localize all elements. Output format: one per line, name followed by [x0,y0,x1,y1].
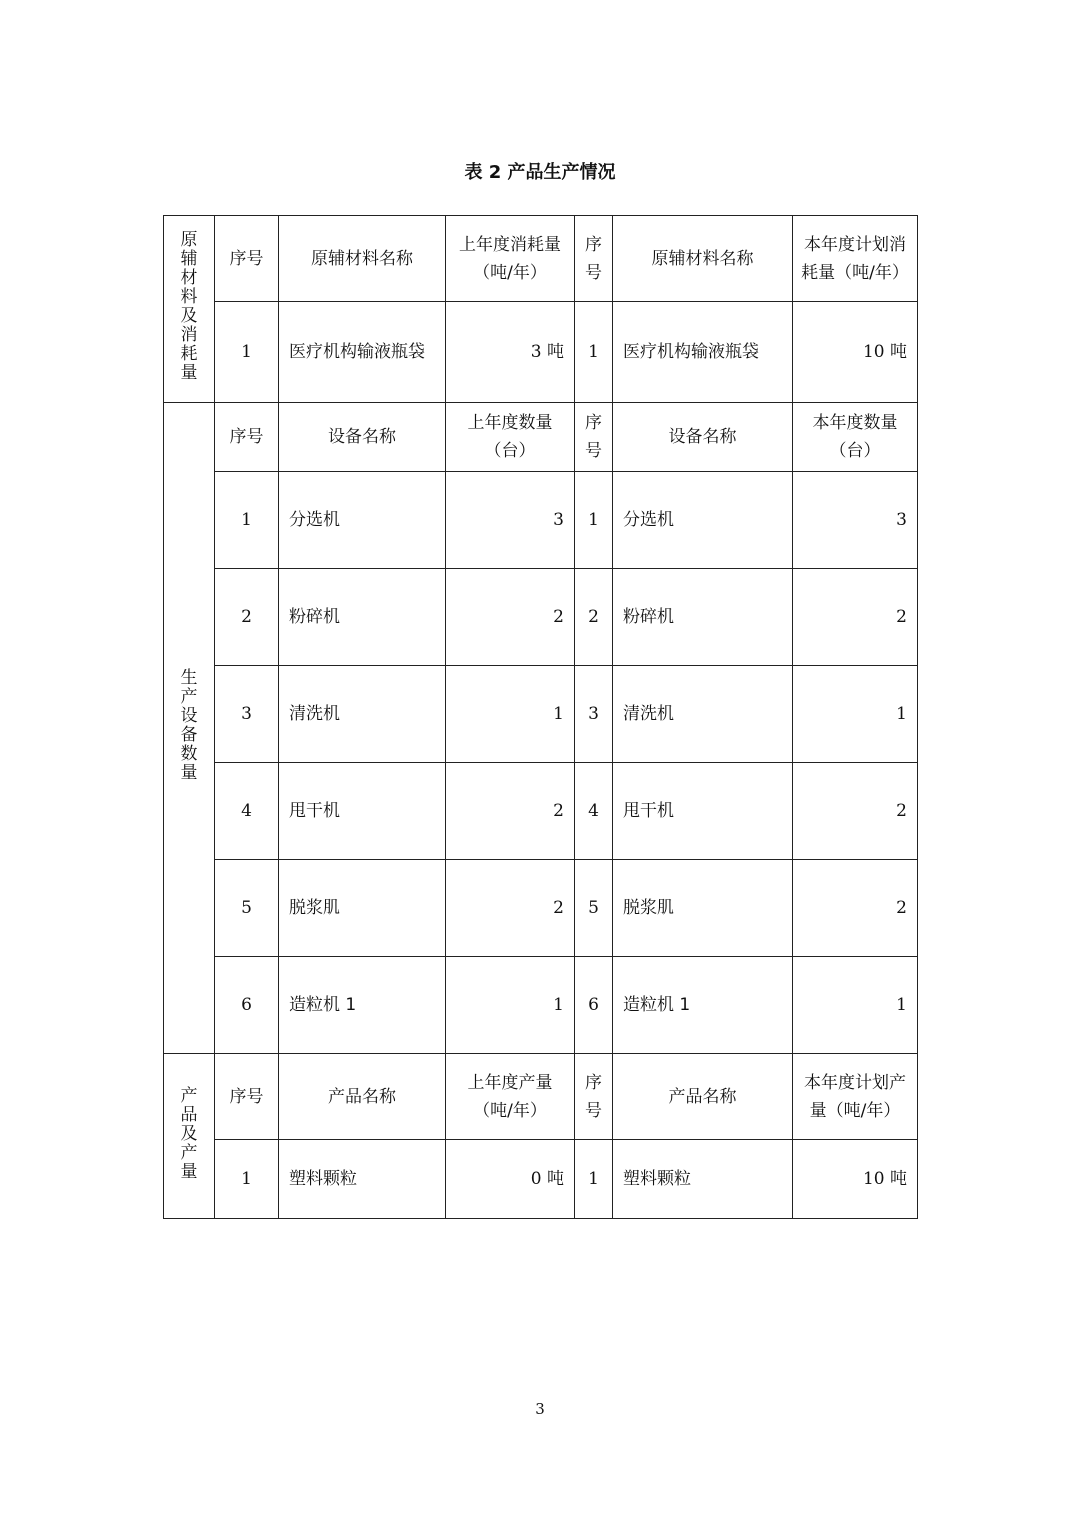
seq-cell: 5 [215,860,279,957]
equipment-header-row [164,403,918,472]
table-row [164,860,918,957]
table-row [164,472,918,569]
value-cell: 3 [793,472,918,569]
seq-cell: 1 [215,1140,279,1219]
equipment-name-cell: 造粒机 1 [279,957,446,1054]
page-number: 3 [535,1400,545,1418]
equipment-name-cell: 造粒机 1 [613,957,793,1054]
equipment-name-cell: 脱浆肌 [613,860,793,957]
equipment-name-cell: 甩干机 [613,763,793,860]
value-cell: 2 [446,569,575,666]
equipment-name-cell: 脱浆肌 [279,860,446,957]
equipment-name-cell: 粉碎机 [613,569,793,666]
header-seq: 序号 [575,403,613,472]
table-row [164,302,918,403]
seq-cell: 6 [215,957,279,1054]
header-seq: 序号 [215,216,279,302]
equipment-name-cell: 清洗机 [279,666,446,763]
value-cell: 3 吨 [446,302,575,403]
equipment-name-cell: 分选机 [279,472,446,569]
table-row [164,1140,918,1219]
equipment-name-cell: 粉碎机 [279,569,446,666]
materials-section-label: 原辅材料及消耗量 [164,216,215,403]
header-seq: 序号 [575,216,613,302]
material-name-cell: 医疗机构输液瓶袋 [613,302,793,403]
equipment-name-cell: 甩干机 [279,763,446,860]
seq-cell: 5 [575,860,613,957]
header-equipment-name: 设备名称 [279,403,446,472]
seq-cell: 1 [575,1140,613,1219]
seq-cell: 2 [215,569,279,666]
header-last-year-output: 上年度产量（吨/年） [446,1054,575,1140]
value-cell: 10 吨 [793,302,918,403]
equipment-name-cell: 清洗机 [613,666,793,763]
value-cell: 1 [793,666,918,763]
production-table [163,215,918,1219]
product-name-cell: 塑料颗粒 [613,1140,793,1219]
value-cell: 10 吨 [793,1140,918,1219]
value-cell: 0 吨 [446,1140,575,1219]
header-seq: 序号 [215,403,279,472]
seq-cell: 1 [215,302,279,403]
header-planned-consumption: 本年度计划消耗量（吨/年） [793,216,918,302]
table-row [164,957,918,1054]
seq-cell: 1 [215,472,279,569]
value-cell: 3 [446,472,575,569]
material-name-cell: 医疗机构输液瓶袋 [279,302,446,403]
header-planned-output: 本年度计划产量（吨/年） [793,1054,918,1140]
header-product-name: 产品名称 [613,1054,793,1140]
products-header-row [164,1054,918,1140]
header-last-year-count: 上年度数量（台） [446,403,575,472]
seq-cell: 1 [575,302,613,403]
value-cell: 2 [793,763,918,860]
table-row [164,666,918,763]
materials-header-row [164,216,918,302]
header-this-year-count: 本年度数量（台） [793,403,918,472]
equipment-name-cell: 分选机 [613,472,793,569]
header-equipment-name: 设备名称 [613,403,793,472]
header-seq: 序号 [575,1054,613,1140]
header-product-name: 产品名称 [279,1054,446,1140]
seq-cell: 4 [215,763,279,860]
table-title: 表 2 产品生产情况 [464,162,616,183]
value-cell: 1 [793,957,918,1054]
seq-cell: 6 [575,957,613,1054]
header-material-name: 原辅材料名称 [613,216,793,302]
products-section-label: 产品及产量 [164,1054,215,1219]
header-last-year-consumption: 上年度消耗量（吨/年） [446,216,575,302]
seq-cell: 3 [575,666,613,763]
seq-cell: 4 [575,763,613,860]
table-row [164,569,918,666]
value-cell: 2 [446,860,575,957]
product-name-cell: 塑料颗粒 [279,1140,446,1219]
equipment-section-label: 生产设备数量 [164,403,215,1054]
value-cell: 2 [793,569,918,666]
header-seq: 序号 [215,1054,279,1140]
table-row [164,763,918,860]
value-cell: 2 [793,860,918,957]
seq-cell: 1 [575,472,613,569]
seq-cell: 3 [215,666,279,763]
value-cell: 1 [446,666,575,763]
seq-cell: 2 [575,569,613,666]
value-cell: 1 [446,957,575,1054]
value-cell: 2 [446,763,575,860]
header-material-name: 原辅材料名称 [279,216,446,302]
